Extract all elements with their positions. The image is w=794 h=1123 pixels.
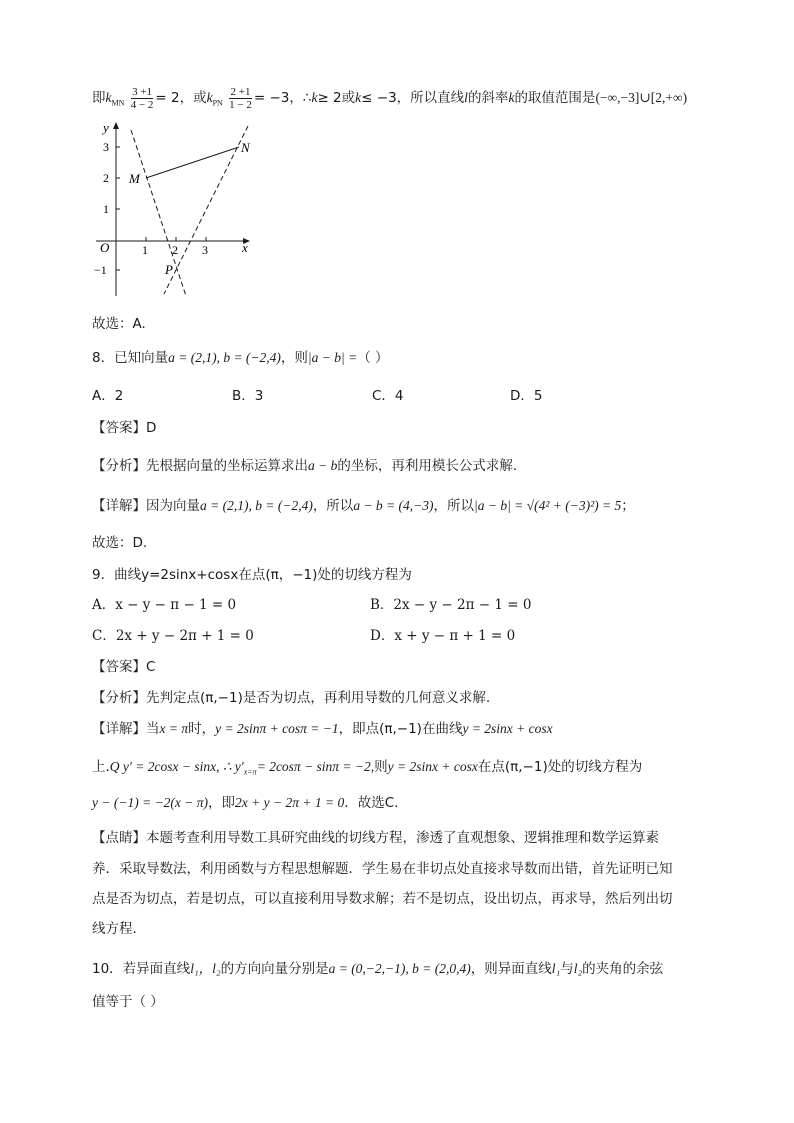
q9-detail-1 xyxy=(92,717,553,737)
point-label-n: N xyxy=(241,140,250,155)
intro-text: 的取值范围是 xyxy=(514,90,596,106)
answer-tag: 【答案】 xyxy=(92,420,146,436)
q8-option-b: B．3 xyxy=(232,388,264,404)
detail-text: 因为向量 xyxy=(146,498,200,514)
fraction-den: 4 − 2 xyxy=(130,99,154,111)
answer-value: D xyxy=(146,420,157,436)
detail-math: = 2cosπ − sinπ = −2, xyxy=(256,759,375,774)
detail-text: 时， xyxy=(188,721,216,737)
slope-k: k xyxy=(311,90,318,105)
axis-label-y: y xyxy=(103,120,109,135)
q10-stem-2: 值等于（ ） xyxy=(92,994,164,1010)
q8-stem-text: 8．已知向量 xyxy=(92,350,169,366)
analysis-tag: 【分析】 xyxy=(92,458,146,474)
q9-remark-4: 线方程． xyxy=(92,921,146,937)
x-tick-label: 3 xyxy=(202,243,208,257)
q8-option-a: A．2 xyxy=(92,388,124,404)
fraction-1 xyxy=(131,86,154,111)
detail-text: ，即点(π,−1)在曲线 xyxy=(338,721,463,737)
remark-tag: 【点睛】 xyxy=(92,830,146,846)
q10-line: l₁ xyxy=(551,961,561,976)
q9-option-b: B．2x − y − 2π − 1 = 0 xyxy=(370,597,532,613)
detail-tag: 【详解】 xyxy=(92,498,146,514)
q7-conclusion: 故选：A. xyxy=(92,316,146,332)
origin-label: O xyxy=(100,240,110,255)
detail-vectors: a = (2,1), b = (−2,4) xyxy=(200,498,313,513)
analysis-vector: a − b xyxy=(308,458,338,473)
intro-line xyxy=(92,86,687,116)
q10-stem-text: 的夹角的余弦 xyxy=(582,961,664,977)
q10-line: l₂ xyxy=(573,961,583,976)
analysis-text: 先根据向量的坐标运算求出 xyxy=(146,458,308,474)
q8-answer xyxy=(92,416,156,436)
q9-remark-2: 养．采取导数法，利用函数与方程思想解题．学生易在非切点处直接求导数而出错，首先证明已知 xyxy=(92,861,673,877)
subscript: PN xyxy=(212,98,223,108)
slope-range: (−∞,−3]∪[2,+∞) xyxy=(595,90,688,105)
q10-stem-1 xyxy=(92,957,663,977)
x-tick-label: 1 xyxy=(142,243,148,257)
detail-math: Q y′ = 2cosx − sinx, ∴ y′ xyxy=(109,759,244,774)
y-tick-label: −1 xyxy=(94,263,107,277)
detail-difference: a − b = (4,−3) xyxy=(353,498,434,513)
point-label-m: M xyxy=(129,171,140,186)
line-l: l xyxy=(464,90,468,105)
slope-k: k xyxy=(508,90,515,105)
answer-value: C xyxy=(146,659,156,675)
dashed-line-pm xyxy=(131,130,186,296)
detail-text: 上. xyxy=(92,759,110,775)
intro-text: = 2，或 xyxy=(155,90,207,106)
q9-analysis xyxy=(92,686,490,706)
intro-text: = −3，∴ xyxy=(253,90,312,106)
q8-detail xyxy=(92,494,635,514)
q9-answer xyxy=(92,655,155,675)
q9-stem: 9．曲线y=2sinx+cosx在点(π，−1)处的切线方程为 xyxy=(92,567,412,583)
q10-stem-text: 与 xyxy=(560,961,574,977)
fraction-num: 3 +1 xyxy=(132,86,153,98)
y-axis-arrow-icon xyxy=(113,122,119,129)
q8-conclusion: 故选：D. xyxy=(92,535,148,551)
detail-math: 2x + y − 2π + 1 = 0 xyxy=(235,795,345,810)
detail-text: ，所以 xyxy=(312,498,354,514)
q10-stem-text: 10．若异面直线 xyxy=(92,961,191,977)
detail-math: y = 2sinx + cosx xyxy=(462,721,553,736)
fraction-2 xyxy=(229,86,252,111)
q9-detail-2 xyxy=(92,755,642,777)
q9-option-a: A．x − y − π − 1 = 0 xyxy=(92,597,237,613)
detail-norm: |a − b| = √(4² + (−3)²) = 5 xyxy=(474,498,622,513)
segment-mn xyxy=(146,147,239,178)
detail-math: y = 2sinx + cosx xyxy=(387,759,478,774)
q10-stem-text: ，则异面直线 xyxy=(470,961,552,977)
detail-text: ，即 xyxy=(208,795,236,811)
detail-text: 在点(π,−1)处的切线方程为 xyxy=(477,759,643,775)
slope-k: k xyxy=(105,90,112,105)
detail-tag: 【详解】 xyxy=(92,721,146,737)
q8-option-c: C．4 xyxy=(372,388,404,404)
detail-text: ； xyxy=(621,498,635,514)
analysis-text: 的坐标，再利用模长公式求解. xyxy=(337,458,518,474)
detail-text: 当 xyxy=(146,721,160,737)
q8-analysis xyxy=(92,454,517,474)
q9-detail-3 xyxy=(92,791,398,811)
detail-math: y − (−1) = −2(x − π) xyxy=(92,795,209,810)
slope-k: k xyxy=(206,90,213,105)
intro-text: 即 xyxy=(92,90,106,106)
detail-text: ．故选C. xyxy=(344,795,399,811)
q10-lines: l₁，l₂ xyxy=(190,961,221,976)
q8-stem xyxy=(92,346,388,366)
axis-label-x: x xyxy=(242,240,248,255)
q9-remark-1 xyxy=(92,826,659,846)
y-tick-label: 3 xyxy=(103,140,109,154)
detail-subscript: x=π xyxy=(243,767,257,777)
q10-stem-text: 的方向向量分别是 xyxy=(220,961,329,977)
detail-math: x = π xyxy=(159,721,189,736)
fraction-num: 2 +1 xyxy=(230,86,251,98)
coordinate-graph xyxy=(88,118,268,304)
q9-option-d: D．x + y − π + 1 = 0 xyxy=(370,628,516,644)
q8-vectors: a = (2,1), b = (−2,4) xyxy=(168,350,281,365)
y-tick-label: 1 xyxy=(103,202,109,216)
slope-k: k xyxy=(355,90,362,105)
intro-text: ≤ −3，所以直线 xyxy=(361,90,465,106)
q8-option-d: D．5 xyxy=(510,388,543,404)
q9-option-c: C．2x + y − 2π + 1 = 0 xyxy=(92,628,254,644)
q9-remark-3: 点是否为切点，若是切点，可以直接利用导数求解；若不是切点，设出切点，再求导，然后列出切 xyxy=(92,891,673,907)
point-label-p: P xyxy=(165,262,173,277)
q10-vectors: a = (0,−2,−1), b = (2,0,4) xyxy=(328,961,471,976)
analysis-tag: 【分析】 xyxy=(92,690,146,706)
detail-math: y = 2sinπ + cosπ = −1 xyxy=(215,721,339,736)
answer-tag: 【答案】 xyxy=(92,659,146,675)
remark-text: 本题考查利用导数工具研究曲线的切线方程，渗透了直观想象、逻辑推理和数学运算素 xyxy=(146,830,659,846)
detail-text: ，所以 xyxy=(433,498,475,514)
q8-magnitude: |a − b| = xyxy=(307,350,358,365)
subscript: MN xyxy=(111,98,125,108)
detail-text: 则 xyxy=(374,759,388,775)
x-tick-label: 2 xyxy=(172,243,178,257)
intro-text: 的斜率 xyxy=(467,90,509,106)
intro-text: ≥ 2或 xyxy=(317,90,356,106)
fraction-den: 1 − 2 xyxy=(229,99,252,111)
q8-stem-text: ，则 xyxy=(280,350,308,366)
q8-blank: （ ） xyxy=(357,350,389,366)
analysis-text: 先判定点(π,−1)是否为切点，再利用导数的几何意义求解. xyxy=(146,690,491,706)
y-tick-label: 2 xyxy=(103,171,109,185)
